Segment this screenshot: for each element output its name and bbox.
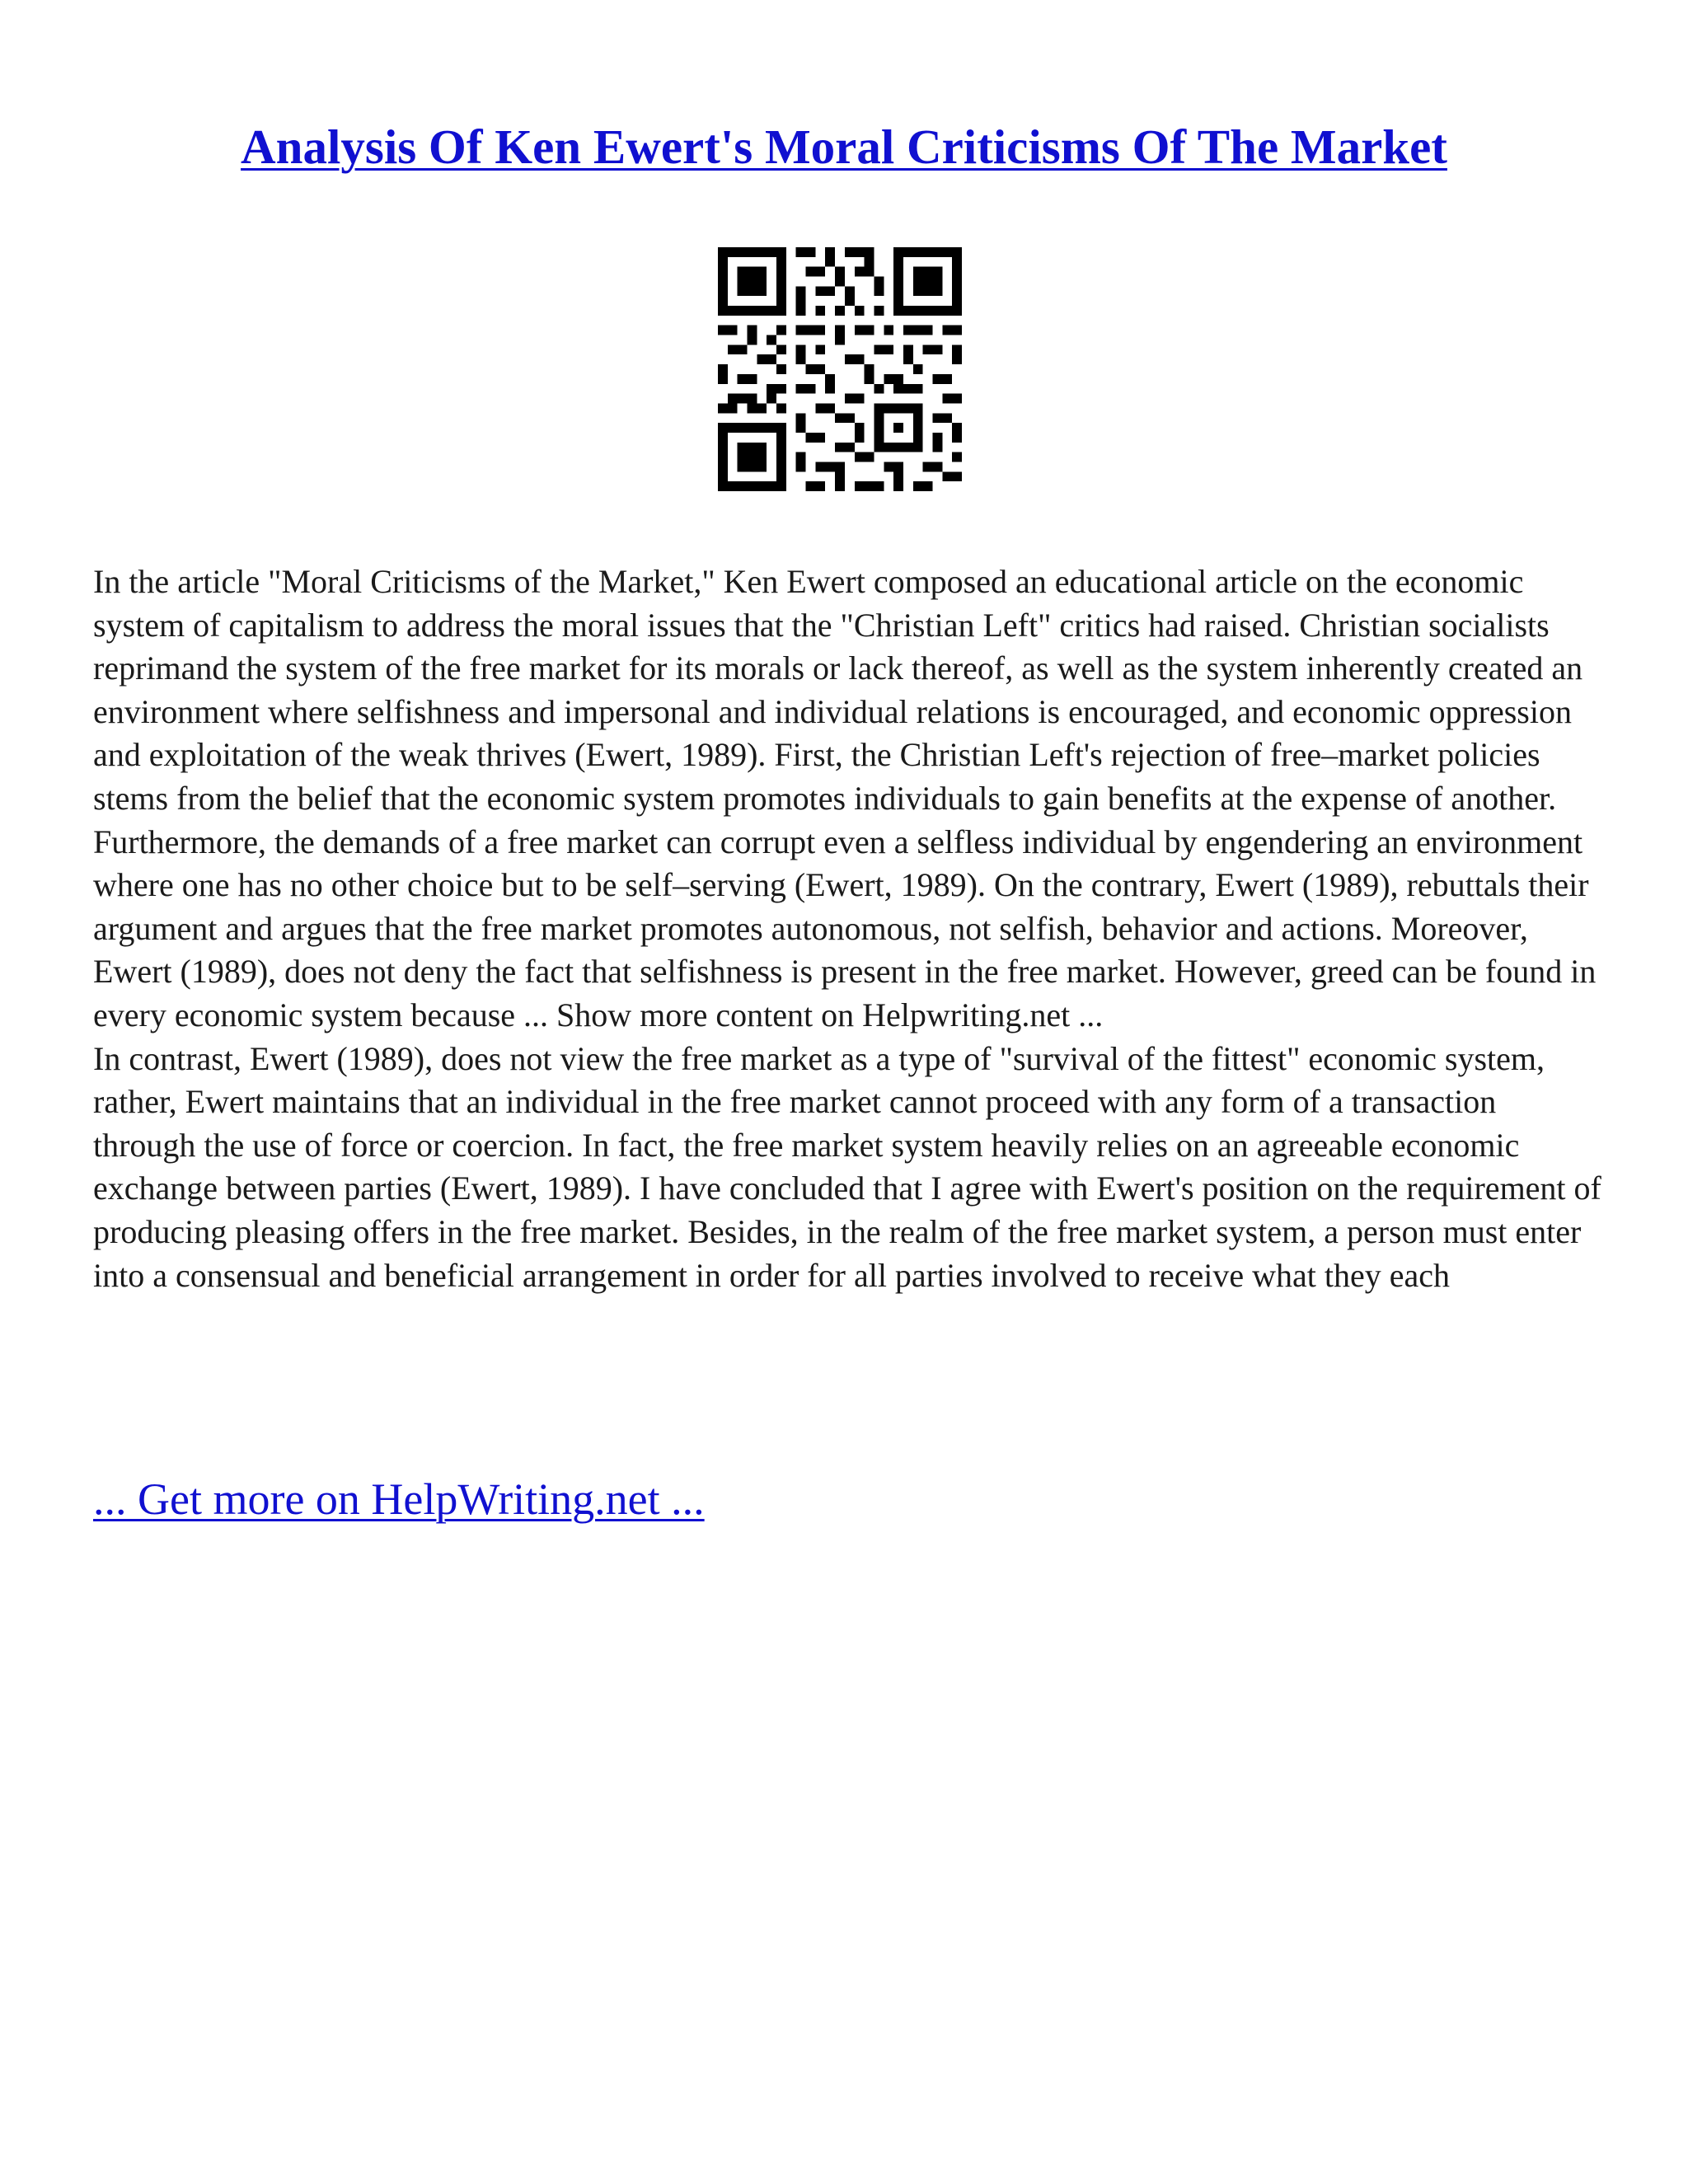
qr-code-icon [718, 247, 962, 491]
article-paragraph: In contrast, Ewert (1989), does not view the free market as a type of "survival of the fittest" economic system, rather, Ewert maintains that an individual in the free market cannot proceed with any form of a transaction through the use of force or coercion. In fact, the free market system heavily relies on an agreeable economic exchange between parties (Ewert, 1989). I have concluded that I agree with Ewert's position on the requirement of producing pleasing offers in the free market. Besides, in the realm of the free market system, a person must enter into a consensual and beneficial arrangement in order for all parties involved to receive what they each [93, 1039, 1601, 1294]
article-body [93, 560, 1601, 1297]
title-link[interactable]: Analysis Of Ken Ewert's Moral Criticisms Of The Market [241, 120, 1447, 174]
get-more-link[interactable]: ... Get more on HelpWriting.net ... [93, 1474, 705, 1524]
article-paragraph: In the article "Moral Criticisms of the Market," Ken Ewert composed an educational article on the economic system of capitalism to address the moral issues that the "Christian Left" critics had raised. Christian socialists reprimand the system of the free market for its morals or lack thereof, as well as the system inherently created an environment where selfishness and impersonal and individual relations is encouraged, and economic oppression and exploitation of the weak thrives (Ewert, 1989). First, the Christian Left's rejection of free–market policies stems from the belief that the economic system promotes individuals to gain benefits at the expense of another. Furthermore, the demands of a free market can corrupt even a selfless individual by engendering an environment where one has no other choice but to be self–serving (Ewert, 1989). On the contrary, Ewert (1989), rebuttals their argument and argues that the free market promotes autonomous, not selfish, behavior and actions. Moreover, Ewert (1989), does not deny the fact that selfishness is present in the free market. However, greed can be found in every economic system because ... Show more content on Helpwriting.net ... [93, 563, 1597, 1033]
page-title [0, 114, 1688, 180]
